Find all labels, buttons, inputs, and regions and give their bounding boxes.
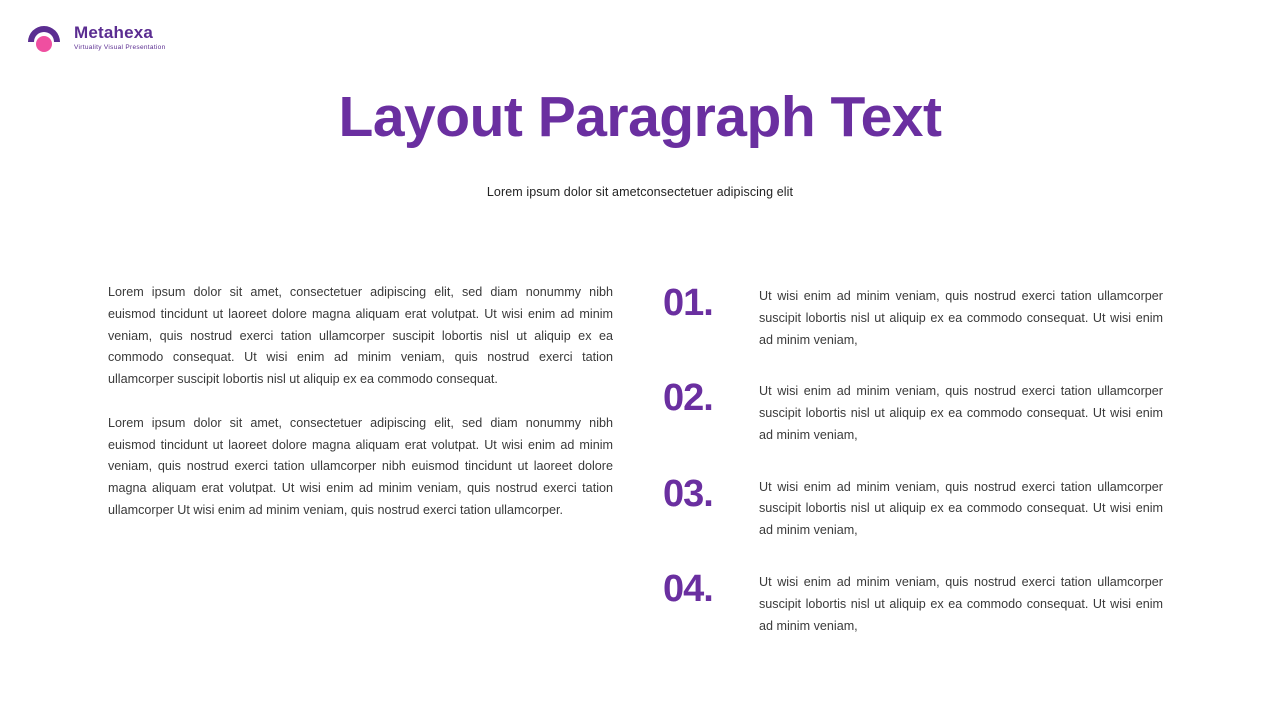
brand-logo [24,18,166,58]
content-area [108,282,1174,637]
paragraph: Lorem ipsum dolor sit amet, consectetuer adipiscing elit, sed diam nonummy nibh euismod tincidunt ut laoreet dolore magna aliquam erat volutpat. Ut wisi enim ad minim veniam, quis nostrud exerci tation ullamcorper nibh euismod tincidunt ut laoreet dolore magna aliquam erat volutpat. Ut wisi enim ad minim veniam, quis nostrud exerci tation ullamcorper Ut wisi enim ad minim veniam, quis nostrud exerci tation ullamcorper. [108,415,613,518]
list-item [663,379,1163,446]
hexa-circle-icon [24,18,64,58]
numbered-list [663,282,1163,637]
list-item [663,284,1163,351]
brand-text [74,24,166,52]
brand-name: Metahexa [74,23,154,43]
list-item-number: 03. [663,472,713,515]
page-subtitle: Lorem ipsum dolor sit ametconsectetuer adipiscing elit [486,185,794,199]
list-item-number: 02. [663,377,713,420]
list-item-text: Ut wisi enim ad minim veniam, quis nostrud exerci tation ullamcorper suscipit lobortis nisl ut aliquip ex ea commodo consequat. Ut wisi enim ad minim veniam, [759,479,1163,538]
page-title: Layout Paragraph Text [338,85,942,149]
list-item [663,570,1163,637]
list-item [663,472,1163,542]
list-item-text: Ut wisi enim ad minim veniam, quis nostrud exerci tation ullamcorper suscipit lobortis nisl ut aliquip ex ea commodo consequat. Ut wisi enim ad minim veniam, [759,575,1163,633]
left-text-column [108,282,613,522]
brand-tagline: Virtuality Visual Presentation [74,44,166,52]
list-item-number: 01. [663,282,713,324]
list-item-text: Ut wisi enim ad minim veniam, quis nostrud exerci tation ullamcorper suscipit lobortis nisl ut aliquip ex ea commodo consequat. Ut wisi enim ad minim veniam, [759,289,1163,347]
paragraph: Lorem ipsum dolor sit amet, consectetuer adipiscing elit, sed diam nonummy nibh euismod tincidunt ut laoreet dolore magna aliquam erat volutpat. Ut wisi enim ad minim veniam, quis nostrud exerci tation ullamcorper suscipit lobortis nisl ut aliquip ex ea commodo consequat. Ut wisi enim ad minim veniam, quis nostrud exerci tation ullamcorper suscipit lobortis nisl ut aliquip ex ea commodo consequat. [108,285,613,387]
list-item-number: 04. [663,568,713,611]
list-item-text: Ut wisi enim ad minim veniam, quis nostrud exerci tation ullamcorper suscipit lobortis nisl ut aliquip ex ea commodo consequat. Ut wisi enim ad minim veniam, [759,384,1163,442]
